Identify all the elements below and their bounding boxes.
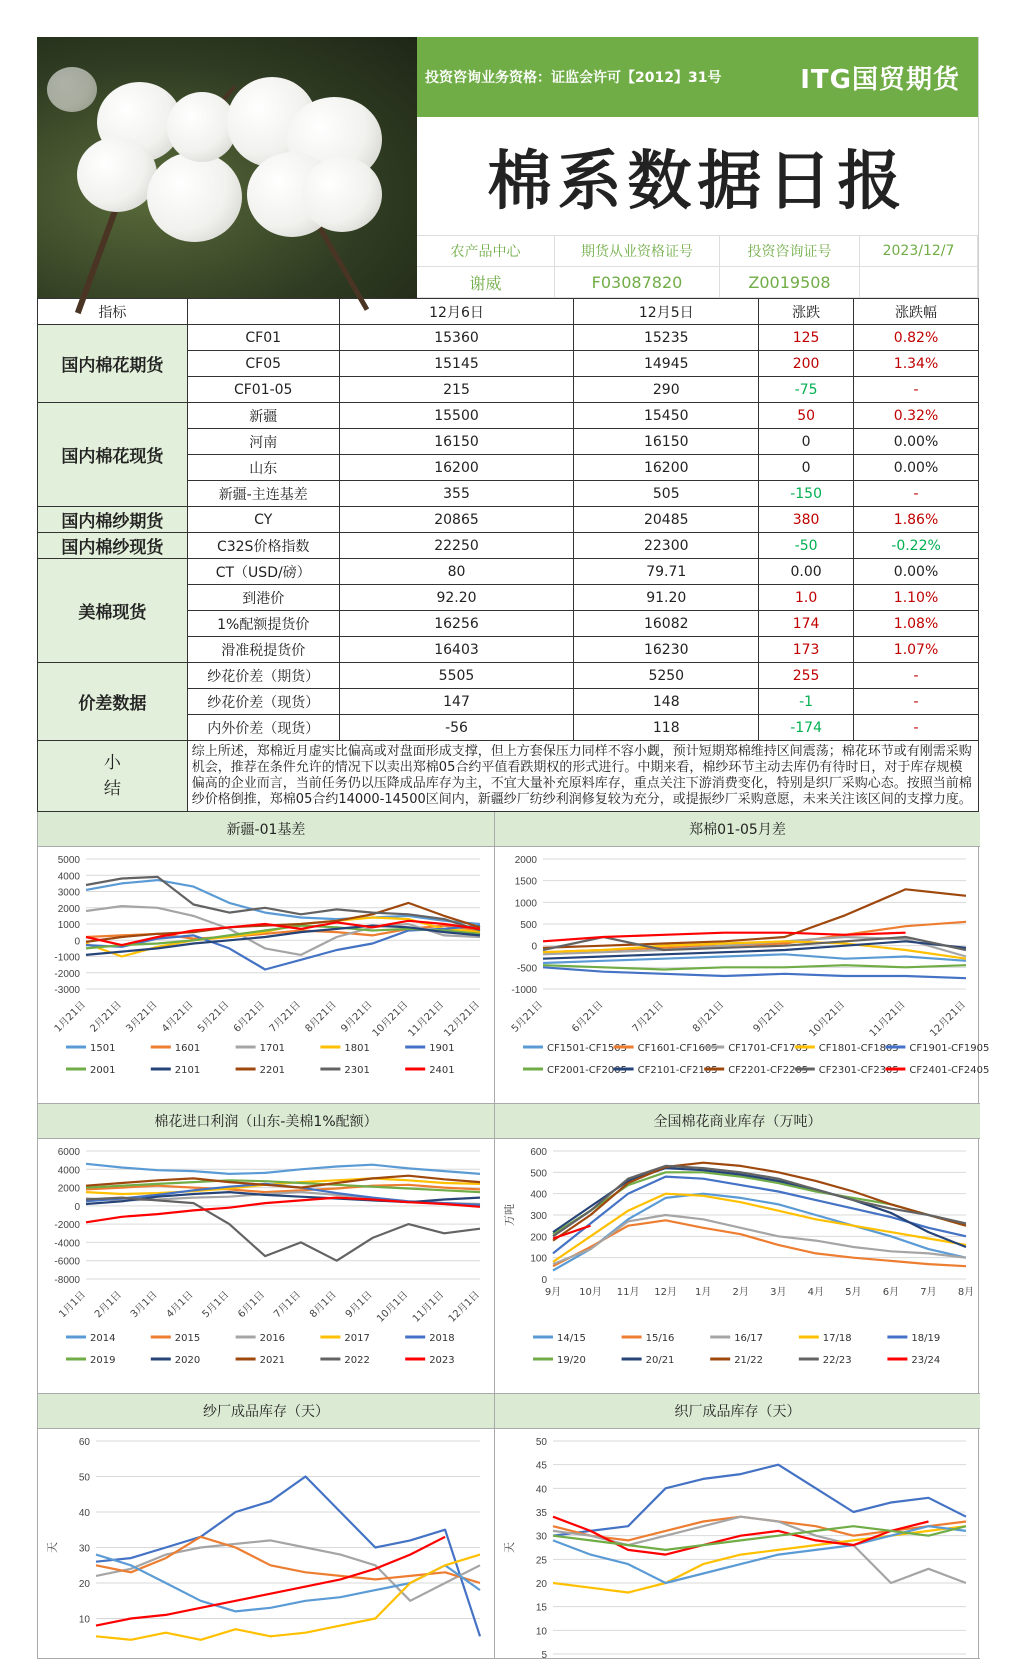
x-tick-label: 5月 [845,1287,862,1298]
summary-label: 小 结 [38,741,188,812]
item-cell: 到港价 [187,585,339,611]
y-tick-label: 4000 [57,871,80,883]
company-logo: ITG国贸期货 [800,64,960,95]
series-line [543,965,966,969]
dec5-cell: 15450 [574,403,759,429]
legend-label: 14/15 [557,1333,586,1344]
meta-value-empty [860,267,978,298]
change-cell: 0 [759,455,854,481]
x-tick-label: 2月21日 [88,999,124,1035]
pct-cell: 1.86% [854,507,979,533]
x-tick-label: 5月21日 [509,999,546,1035]
change-cell: -75 [759,377,854,403]
series-line [86,880,480,924]
legend-label: CF1801-CF1805 [818,1043,899,1054]
y-tick-label: 3000 [57,887,80,899]
dec6-cell: 20865 [339,507,574,533]
dec5-cell: 16230 [574,637,759,663]
y-tick-label: 20 [535,1579,547,1590]
legend-label: 2401 [429,1065,455,1076]
table-row [38,325,979,351]
legend-label: 2021 [259,1355,286,1366]
legend-label: 2023 [429,1355,455,1366]
dec5-cell: 22300 [574,533,759,559]
table-row [38,559,979,585]
y-tick-label: 600 [530,1147,547,1158]
y-tick-label: -4000 [54,1238,80,1250]
change-cell: 1.0 [759,585,854,611]
pct-cell: - [854,663,979,689]
legend-label: 20/21 [645,1355,675,1366]
x-tick-label: 3月21日 [124,999,160,1035]
y-tick-label: 500 [530,1168,547,1180]
table-row [38,533,979,559]
col-header-indicator: 指标 [38,299,188,325]
category-cell: 国内棉纱期货 [38,507,188,533]
item-cell: CY [187,507,339,533]
meta-value-analyst: 谢威 [417,267,555,298]
legend-label: CF1901-CF1905 [909,1043,990,1054]
y-tick-label: 30 [535,1531,547,1543]
item-cell: 滑准税提货价 [187,637,339,663]
legend-label: 2017 [344,1333,370,1344]
y-tick-label: -3000 [54,985,80,996]
x-tick-label: 2月1日 [93,1289,124,1321]
y-tick-label: 300 [530,1211,547,1222]
chart-title: 新疆-01基差 [38,812,494,847]
category-cell: 价差数据 [38,663,188,741]
chart-svg [38,1429,494,1658]
x-tick-label: 12月21日 [928,999,969,1040]
report-header [37,37,979,298]
dec6-cell: 92.20 [339,585,574,611]
y-tick-label: 25 [535,1555,547,1567]
dec6-cell: -56 [339,715,574,741]
chart-panel [38,1394,495,1659]
x-tick-label: 11月1日 [410,1289,447,1325]
legend-label: 1501 [90,1043,116,1054]
legend-label: CF2001-CF2005 [547,1065,627,1076]
meta-value-consult: Z0019508 [720,267,860,298]
y-tick-label: 50 [78,1472,90,1484]
item-cell: 纱花价差（现货） [187,689,339,715]
item-cell: 纱花价差（期货） [187,663,339,689]
category-cell: 美棉现货 [38,559,188,663]
x-tick-label: 7月 [920,1287,937,1298]
x-tick-label: 4月1日 [164,1289,196,1321]
pct-cell: 0.00% [854,455,979,481]
x-tick-label: 10月21日 [370,999,411,1040]
y-tick-label: 45 [535,1460,547,1472]
series-line [553,1220,966,1266]
x-tick-label: 7月1日 [272,1289,304,1321]
item-cell: C32S价格指数 [187,533,339,559]
y-tick-label: 2000 [57,903,80,915]
pct-cell: 1.10% [854,585,979,611]
dec6-cell: 16150 [339,429,574,455]
legend-label: 21/22 [734,1355,764,1366]
x-tick-label: 6月21日 [231,999,268,1035]
y-axis-label: 万吨 [503,1204,516,1226]
y-tick-label: 0 [74,1201,80,1213]
y-tick-label: -6000 [54,1256,80,1268]
item-cell: 新疆-主连基差 [187,481,339,507]
x-tick-label: 8月 [957,1287,975,1298]
change-cell: -150 [759,481,854,507]
item-cell: CF05 [187,351,339,377]
change-cell: -1 [759,689,854,715]
y-tick-label: 0 [541,1275,547,1286]
dec6-cell: 355 [339,481,574,507]
pct-cell: - [854,481,979,507]
legend-label: CF2401-CF2405 [909,1065,990,1076]
change-cell: 174 [759,611,854,637]
summary-row [38,741,979,812]
legend-label: 1801 [344,1043,370,1054]
item-cell: 山东 [187,455,339,481]
y-tick-label: 40 [535,1484,547,1496]
chart-svg [495,847,990,1103]
category-cell: 国内棉花现货 [38,403,188,507]
change-cell: -174 [759,715,854,741]
dec6-cell: 15500 [339,403,574,429]
legend-label: 1701 [259,1043,286,1054]
dec5-cell: 79.71 [574,559,759,585]
x-tick-label: 1月21日 [52,999,89,1035]
legend-label: 18/19 [911,1333,941,1344]
y-tick-label: 30 [78,1543,90,1555]
change-cell: 0.00 [759,559,854,585]
x-tick-label: 8月1日 [307,1289,339,1321]
change-cell: 255 [759,663,854,689]
series-line [96,1477,480,1637]
change-cell: 0 [759,429,854,455]
chart-panel [38,812,495,1104]
meta-label-license: 期货从业资格证号 [555,236,720,267]
x-tick-label: 12月1日 [446,1289,483,1325]
summary-text: 综上所述，郑棉近月虚实比偏高或对盘面形成支撑，但上方套保压力同样不容小觑，预计短期郑棉维持区间震荡；棉花环节或有刚需采购机会，推荐在条件允许的情况下以卖出郑棉05合约平值看跌期权的形式进行。中期来看，棉纱环节主动去库仍有待时日，对于库存规模偏高的企业而言，当前任务仍以压降成品库存为主，不宜大量补充原料库存，重点关注下游消费变化，特别是织厂采购心态。按照当前棉纱价格倒推，郑棉05合约14000-14500区间内，新疆纱厂纺纱利润修复较为充分，或提振纱厂采购意愿，未来关注该区间的支撑力度。 [187,741,978,812]
y-tick-label: 2000 [57,1183,80,1195]
legend-label: CF1501-CF1505 [547,1043,627,1054]
chart-panel [495,1104,980,1394]
change-cell: 200 [759,351,854,377]
chart-title: 棉花进口利润（山东-美棉1%配额） [38,1104,494,1139]
pct-cell: 1.07% [854,637,979,663]
x-tick-label: 7月21日 [630,999,666,1035]
x-tick-label: 1月 [694,1287,712,1298]
x-tick-label: 11月21日 [406,999,447,1040]
x-tick-label: 9月21日 [339,999,375,1035]
y-tick-label: -8000 [54,1275,80,1286]
chart-panel [495,812,990,1104]
x-tick-label: 3月 [770,1287,787,1298]
y-tick-label: 10 [78,1614,90,1626]
dec5-cell: 14945 [574,351,759,377]
x-tick-label: 8月21日 [690,999,727,1035]
series-line [96,1555,480,1640]
pct-cell: 0.82% [854,325,979,351]
y-tick-label: 2000 [514,855,537,866]
dec6-cell: 215 [339,377,574,403]
legend-label: 2016 [259,1333,286,1344]
y-tick-label: -2000 [54,1220,80,1232]
report-page [37,37,990,1661]
dec5-cell: 118 [574,715,759,741]
series-line [86,1198,480,1261]
chart-svg [495,1139,980,1393]
x-tick-label: 4月21日 [160,999,196,1035]
dec5-cell: 15235 [574,325,759,351]
chart-svg [38,1139,494,1393]
dec6-cell: 147 [339,689,574,715]
x-tick-label: 11月21日 [867,999,908,1040]
col-header-dec5: 12月5日 [574,299,759,325]
legend-label: 19/20 [557,1355,586,1366]
y-tick-label: 40 [78,1508,90,1519]
legend-label: 16/17 [734,1333,764,1344]
meta-date: 2023/12/7 [860,236,978,267]
x-tick-label: 6月1日 [236,1289,268,1321]
change-cell: 50 [759,403,854,429]
y-tick-label: 500 [520,920,537,931]
item-cell: CF01-05 [187,377,339,403]
y-tick-label: 100 [530,1253,547,1265]
x-tick-label: 9月21日 [751,999,787,1035]
series-line [96,1537,445,1626]
x-tick-label: 10月21日 [807,999,848,1040]
pct-cell: - [854,689,979,715]
pct-cell: -0.22% [854,533,979,559]
y-tick-label: 5 [541,1650,547,1661]
header-banner [417,37,978,117]
y-tick-label: 1000 [514,898,537,910]
change-cell: 125 [759,325,854,351]
chart-title: 纱厂成品库存（天） [38,1394,494,1429]
dec5-cell: 148 [574,689,759,715]
x-tick-label: 9月1日 [343,1289,375,1321]
chart-title: 郑棉01-05月差 [495,812,980,847]
y-tick-label: 35 [535,1508,547,1519]
legend-label: 17/18 [822,1333,852,1344]
x-tick-label: 6月 [882,1287,900,1298]
legend-label: CF2201-CF2205 [728,1065,809,1076]
y-tick-label: -1000 [54,952,80,964]
chart-title: 全国棉花商业库存（万吨） [495,1104,980,1139]
license-text: 投资咨询业务资格：证监会许可【2012】31号 [425,70,722,86]
legend-label: 2019 [90,1355,116,1366]
dec5-cell: 290 [574,377,759,403]
x-tick-label: 2月 [732,1287,749,1298]
dec5-cell: 16150 [574,429,759,455]
header-right [417,37,979,298]
y-tick-label: 0 [74,936,80,948]
y-tick-label: 0 [531,941,537,953]
y-tick-label: 50 [535,1437,547,1448]
y-tick-label: 10 [535,1626,547,1638]
dec6-cell: 22250 [339,533,574,559]
x-tick-label: 4月 [807,1287,825,1298]
meta-grid [417,235,978,298]
y-tick-label: 400 [530,1189,547,1201]
y-tick-label: 5000 [57,855,80,866]
chart-panel [495,1394,980,1659]
chart-svg [495,1429,980,1661]
item-cell: 1%配额提货价 [187,611,339,637]
legend-label: 2201 [259,1065,286,1076]
x-tick-label: 5月1日 [200,1289,232,1321]
legend-label: 1901 [429,1043,455,1054]
series-line [543,967,966,978]
y-tick-label: 200 [530,1232,547,1244]
legend-label: 2015 [174,1333,201,1344]
dec6-cell: 15145 [339,351,574,377]
meta-label-dept: 农产品中心 [417,236,555,267]
x-tick-label: 10月 [579,1287,602,1298]
x-tick-label: 7月21日 [267,999,304,1035]
series-line [553,1465,966,1536]
chart-title: 织厂成品库存（天） [495,1394,980,1429]
dec6-cell: 16256 [339,611,574,637]
y-axis-label: 天 [503,1542,516,1553]
dec5-cell: 5250 [574,663,759,689]
y-tick-label: 6000 [57,1147,80,1158]
dec6-cell: 15360 [339,325,574,351]
col-header-pct: 涨跌幅 [854,299,979,325]
y-tick-label: 60 [78,1437,90,1448]
item-cell: 河南 [187,429,339,455]
x-tick-label: 12月 [654,1287,678,1298]
pct-cell: - [854,377,979,403]
col-header-dec6: 12月6日 [339,299,574,325]
pct-cell: 0.00% [854,429,979,455]
y-tick-label: -2000 [54,968,80,980]
x-tick-label: 9月 [544,1287,562,1298]
y-tick-label: 1000 [57,920,80,931]
legend-label: 2020 [174,1355,201,1366]
dec6-cell: 80 [339,559,574,585]
legend-label: 2022 [344,1355,370,1366]
x-tick-label: 3月1日 [128,1289,160,1321]
charts-grid [37,812,990,1661]
legend-label: 2301 [344,1065,370,1076]
x-tick-label: 1月1日 [57,1289,89,1321]
y-tick-label: 15 [535,1602,547,1614]
dec5-cell: 16200 [574,455,759,481]
meta-label-consult: 投资咨询证号 [720,236,860,267]
change-cell: 380 [759,507,854,533]
change-cell: 173 [759,637,854,663]
legend-label: 22/23 [822,1355,852,1366]
x-tick-label: 11月 [616,1287,640,1298]
legend-label: 15/16 [645,1333,675,1344]
x-tick-label: 6月21日 [570,999,606,1035]
x-tick-label: 10月1日 [375,1289,411,1325]
y-tick-label: -500 [516,963,537,975]
table-row [38,507,979,533]
pct-cell: 1.34% [854,351,979,377]
col-header-blank [187,299,339,325]
col-header-change: 涨跌 [759,299,854,325]
cotton-photo [37,37,417,298]
dec5-cell: 20485 [574,507,759,533]
dec6-cell: 5505 [339,663,574,689]
legend-label: 2018 [429,1333,455,1344]
legend-label: 23/24 [911,1355,941,1366]
pct-cell: 0.00% [854,559,979,585]
category-cell: 国内棉纱现货 [38,533,188,559]
pct-cell: 0.32% [854,403,979,429]
table-header-row [38,299,979,325]
item-cell: CT（USD/磅） [187,559,339,585]
meta-value-license: F03087820 [555,267,720,298]
legend-label: CF2101-CF2105 [637,1065,718,1076]
legend-label: 1601 [174,1043,201,1054]
dec6-cell: 16200 [339,455,574,481]
legend-label: CF1601-CF1605 [637,1043,718,1054]
item-cell: 新疆 [187,403,339,429]
y-tick-label: 1500 [514,876,537,888]
x-tick-label: 8月21日 [303,999,339,1035]
item-cell: CF01 [187,325,339,351]
chart-panel [38,1104,495,1394]
legend-label: CF2301-CF2305 [818,1065,899,1076]
pct-cell: 1.08% [854,611,979,637]
category-cell: 国内棉花期货 [38,325,188,403]
legend-label: 2001 [90,1065,116,1076]
dec5-cell: 16082 [574,611,759,637]
report-title: 棉系数据日报 [487,145,908,219]
table-row [38,403,979,429]
x-tick-label: 12月21日 [442,999,483,1040]
pct-cell: - [854,715,979,741]
legend-label: 2101 [174,1065,201,1076]
item-cell: 内外价差（现货） [187,715,339,741]
x-tick-label: 5月21日 [195,999,232,1035]
dec6-cell: 16403 [339,637,574,663]
table-row [38,663,979,689]
chart-svg [38,847,494,1103]
data-table [37,298,979,812]
y-axis-label: 天 [46,1542,59,1553]
y-tick-label: 20 [78,1579,90,1590]
dec5-cell: 91.20 [574,585,759,611]
y-tick-label: 4000 [57,1165,80,1177]
legend-label: 2014 [90,1333,116,1344]
dec5-cell: 505 [574,481,759,507]
change-cell: -50 [759,533,854,559]
y-tick-label: -1000 [511,985,537,996]
legend-label: CF1701-CF1705 [728,1043,809,1054]
